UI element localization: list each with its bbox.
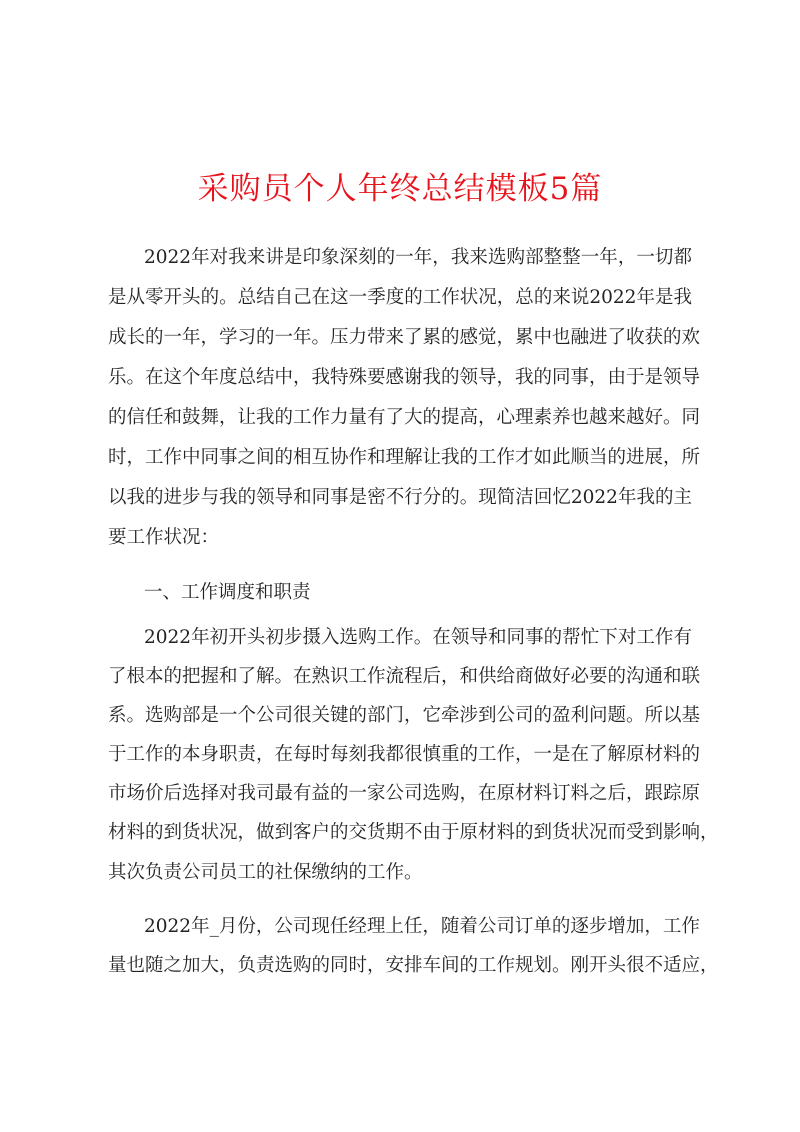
paragraph-line: 2022年初开头初步摄入选购工作。在领导和同事的帮忙下对工作有 — [144, 627, 692, 648]
paragraph-line: 成长的一年，学习的一年。压力带来了累的感觉，累中也融进了收获的欢 — [108, 327, 701, 348]
paragraph-line: 要工作状况： — [108, 527, 220, 548]
paragraph-line: 乐。在这个年度总结中，我特殊要感谢我的领导，我的同事，由于是领导 — [108, 367, 701, 388]
paragraph-line: 2022年对我来讲是印象深刻的一年，我来选购部整整一年，一切都 — [144, 247, 692, 268]
paragraph-line: 了根本的把握和了解。在熟识工作流程后，和供给商做好必要的沟通和联 — [108, 666, 701, 687]
paragraph-line: 系。选购部是一个公司很关键的部门，它牵涉到公司的盈利问题。所以基 — [108, 705, 701, 726]
paragraph-line: 2022年_月份，公司现任经理上任，随着公司订单的逐步增加，工作 — [144, 916, 700, 937]
paragraph-line: 材料的到货状况，做到客户的交货期不由于原材料的到货状况而受到影响， — [108, 822, 719, 843]
paragraph-line: 以我的进步与我的领导和同事是密不行分的。现简洁回忆2022年我的主 — [108, 487, 692, 508]
paragraph-line: 量也随之加大，负责选购的同时，安排车间的工作规划。刚开头很不适应， — [108, 955, 719, 976]
section-heading: 一、工作调度和职责 — [144, 582, 311, 603]
paragraph-line: 时，工作中同事之间的相互协作和理解让我的工作才如此顺当的进展，所 — [108, 447, 701, 468]
paragraph-line: 的信任和鼓舞，让我的工作力量有了大的提高，心理素养也越来越好。同 — [108, 407, 701, 428]
document-title: 采购员个人年终总结模板5篇 — [197, 171, 603, 207]
paragraph-line: 于工作的本身职责，在每时每刻我都很慎重的工作，一是在了解原材料的 — [108, 744, 701, 765]
paragraph-line: 其次负责公司员工的社保缴纳的工作。 — [108, 862, 423, 883]
paragraph-line: 是从零开头的。总结自己在这一季度的工作状况，总的来说2022年是我 — [108, 287, 692, 308]
paragraph-line: 市场价后选择对我司最有益的一家公司选购，在原材料订料之后，跟踪原 — [108, 783, 701, 804]
